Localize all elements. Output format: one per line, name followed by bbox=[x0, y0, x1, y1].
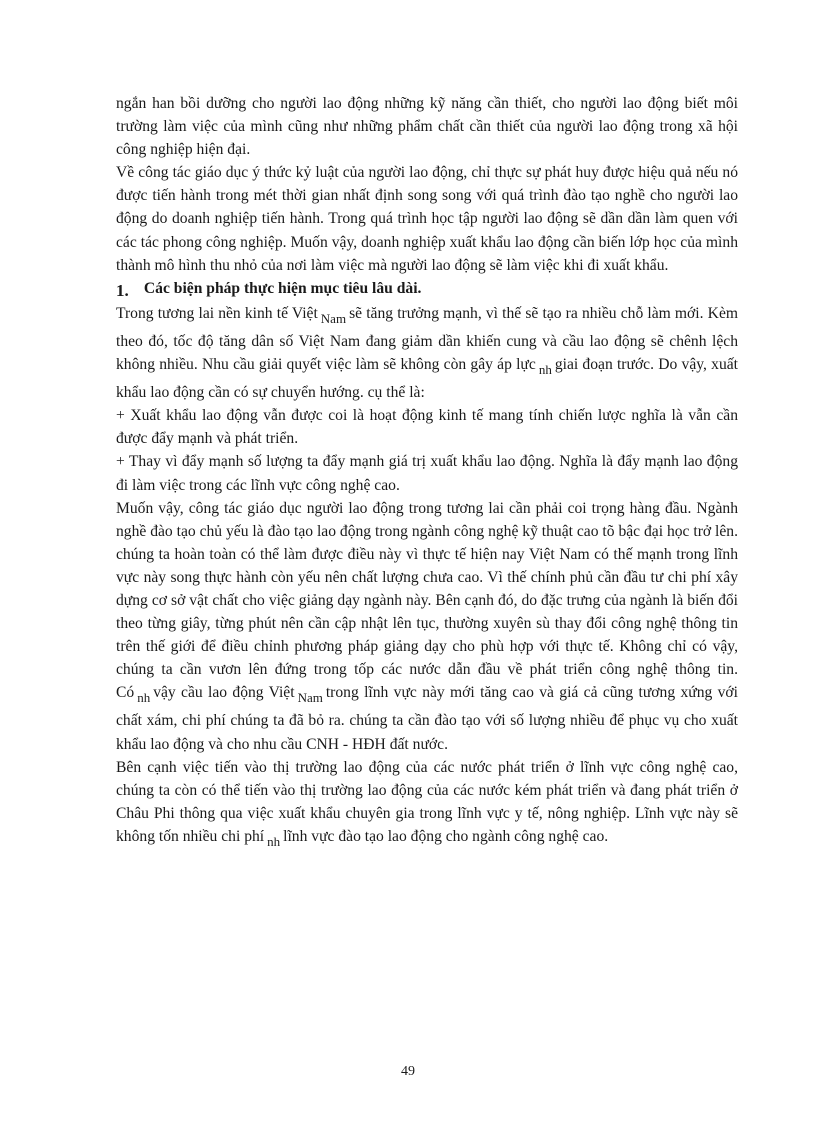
paragraph-5-subscript-1: nh bbox=[267, 833, 281, 849]
section-title: Các biện pháp thực hiện mục tiêu lâu dài. bbox=[143, 279, 422, 297]
paragraph-4 bbox=[116, 497, 738, 756]
bullet-item: + Thay vì đẩy mạnh số lượng ta đẩy mạnh giá trị xuất khẩu lao động. Nghĩa là đẩy mạnh lao động đi làm việc trong các lĩnh vực công nghệ cao. bbox=[116, 453, 738, 494]
paragraph-3-subscript-1: Nam bbox=[320, 310, 347, 326]
paragraph-4-subscript-2: Nam bbox=[297, 690, 323, 706]
document-body bbox=[116, 92, 738, 853]
paragraph-4-subscript-1: nh bbox=[137, 690, 151, 706]
paragraph-5-part-a: Bên cạnh việc tiến vào thị trường lao động của các nước phát triển ở lĩnh vực công nghệ cao, chúng ta còn có thể tiến vào thị trường lao động của các nước kém phát triển và đang phát triển ở Châu Phi thông qua việc xuất khẩu chuyên gia trong lĩnh vực y tế, nông nghiệp. Lĩnh vực này sẽ không tốn nhiều chi phí bbox=[116, 758, 738, 845]
bullet-item: + Xuất khẩu lao động vẫn được coi là hoạt động kinh tế mang tính chiến lược nghĩa là vẫn cần được đẩy mạnh và phát triển. bbox=[116, 407, 738, 448]
paragraph-4-part-c: trong lĩnh vực này mới tăng cao và giá cả cũng tương xứng với chất xám, chi phí chúng ta đã bỏ ra. chúng ta cần đào tạo với số lượng nhiều để phục vụ cho xuất khẩu lao động và cho nhu cầu CNH - HĐH đất nước. bbox=[116, 684, 738, 753]
paragraph-3-part-b: sẽ tăng trưởng mạnh, vì thế sẽ tạo ra nhiều chỗ làm mới. Kèm theo đó, tốc độ tăng dân số Việt Nam đang giảm dần khiến cung và cầu lao động sẽ chênh lệch không nhiều. Nhu cầu giải quyết việc làm sẽ không còn gây áp lực bbox=[116, 304, 738, 374]
section-number: 1. bbox=[116, 280, 129, 300]
page-number: 49 bbox=[401, 1064, 415, 1079]
paragraph-3-part-c: giai đoạn trước. Do vậy, xuất khẩu lao động cần có sự chuyển hướng. cụ thể là: bbox=[116, 356, 738, 402]
paragraph-3-part-a: Trong tương lai nền kinh tế Việt bbox=[116, 304, 318, 322]
section-heading bbox=[116, 277, 738, 302]
paragraph-2: Về công tác giáo dục ý thức kỷ luật của người lao động, chỉ thực sự phát huy được hiệu quả nếu nó được tiến hành trong mét thời gian nhất định song song với quá trình đào tạo nghề cho người lao động do doanh nghiệp tiến hành. Trong quá trình học tập người lao động sẽ dần dần làm quen với các tác phong công nghiệp. Muốn vậy, doanh nghiệp xuất khẩu lao động cần biến lớp học của mình thành mô hình thu nhỏ của nơi làm việc mà người lao động sẽ làm việc khi đi xuất khẩu. bbox=[116, 164, 738, 274]
paragraph-5 bbox=[116, 756, 738, 853]
paragraph-4-part-a: Muốn vậy, công tác giáo dục người lao động trong tương lai cần phải coi trọng hàng đầu. Ngành nghề đào tạo chủ yếu là đào tạo lao động trong ngành công nghệ kỹ thuật cao tõ bậc đại học trở lên. chúng ta hoàn toàn có thể làm được điều này vì thực tế hiện nay Việt Nam có thế mạnh trong lĩnh vực này song thực hành còn yếu nên chất lượng chưa cao. Vì thế chính phủ cần đầu tư chi phí xây dựng cơ sở vật chất cho việc giảng dạy ngành này. Bên cạnh đó, do đặc trưng của ngành là biến đổi theo từng giây, từng phút nên cần cập nhật lên tục, thường xuyên sù thay đổi công nghệ thông tin trên thế giới để điều chỉnh phương pháp giảng dạy cho phù hợp với thực tế. Không chỉ có vậy, chúng ta cần vươn lên đứng trong tốp các nước dẫn đầu về phát triển công nghệ thông tin. Có bbox=[116, 499, 738, 702]
paragraph-3 bbox=[116, 302, 738, 404]
paragraph-4-part-b: vậy cầu lao động Việt bbox=[153, 684, 295, 702]
paragraph-1: ngắn han bồi dưỡng cho người lao động những kỹ năng cần thiết, cho người lao động biết môi trường làm việc của mình cũng như những phẩm chất cần thiết của người lao động trong xã hội công nghiệp hiện đại. bbox=[116, 95, 738, 159]
paragraph-3-subscript-2: nh bbox=[538, 362, 552, 378]
paragraph-5-part-b: lĩnh vực đào tạo lao động cho ngành công nghệ cao. bbox=[283, 827, 609, 845]
